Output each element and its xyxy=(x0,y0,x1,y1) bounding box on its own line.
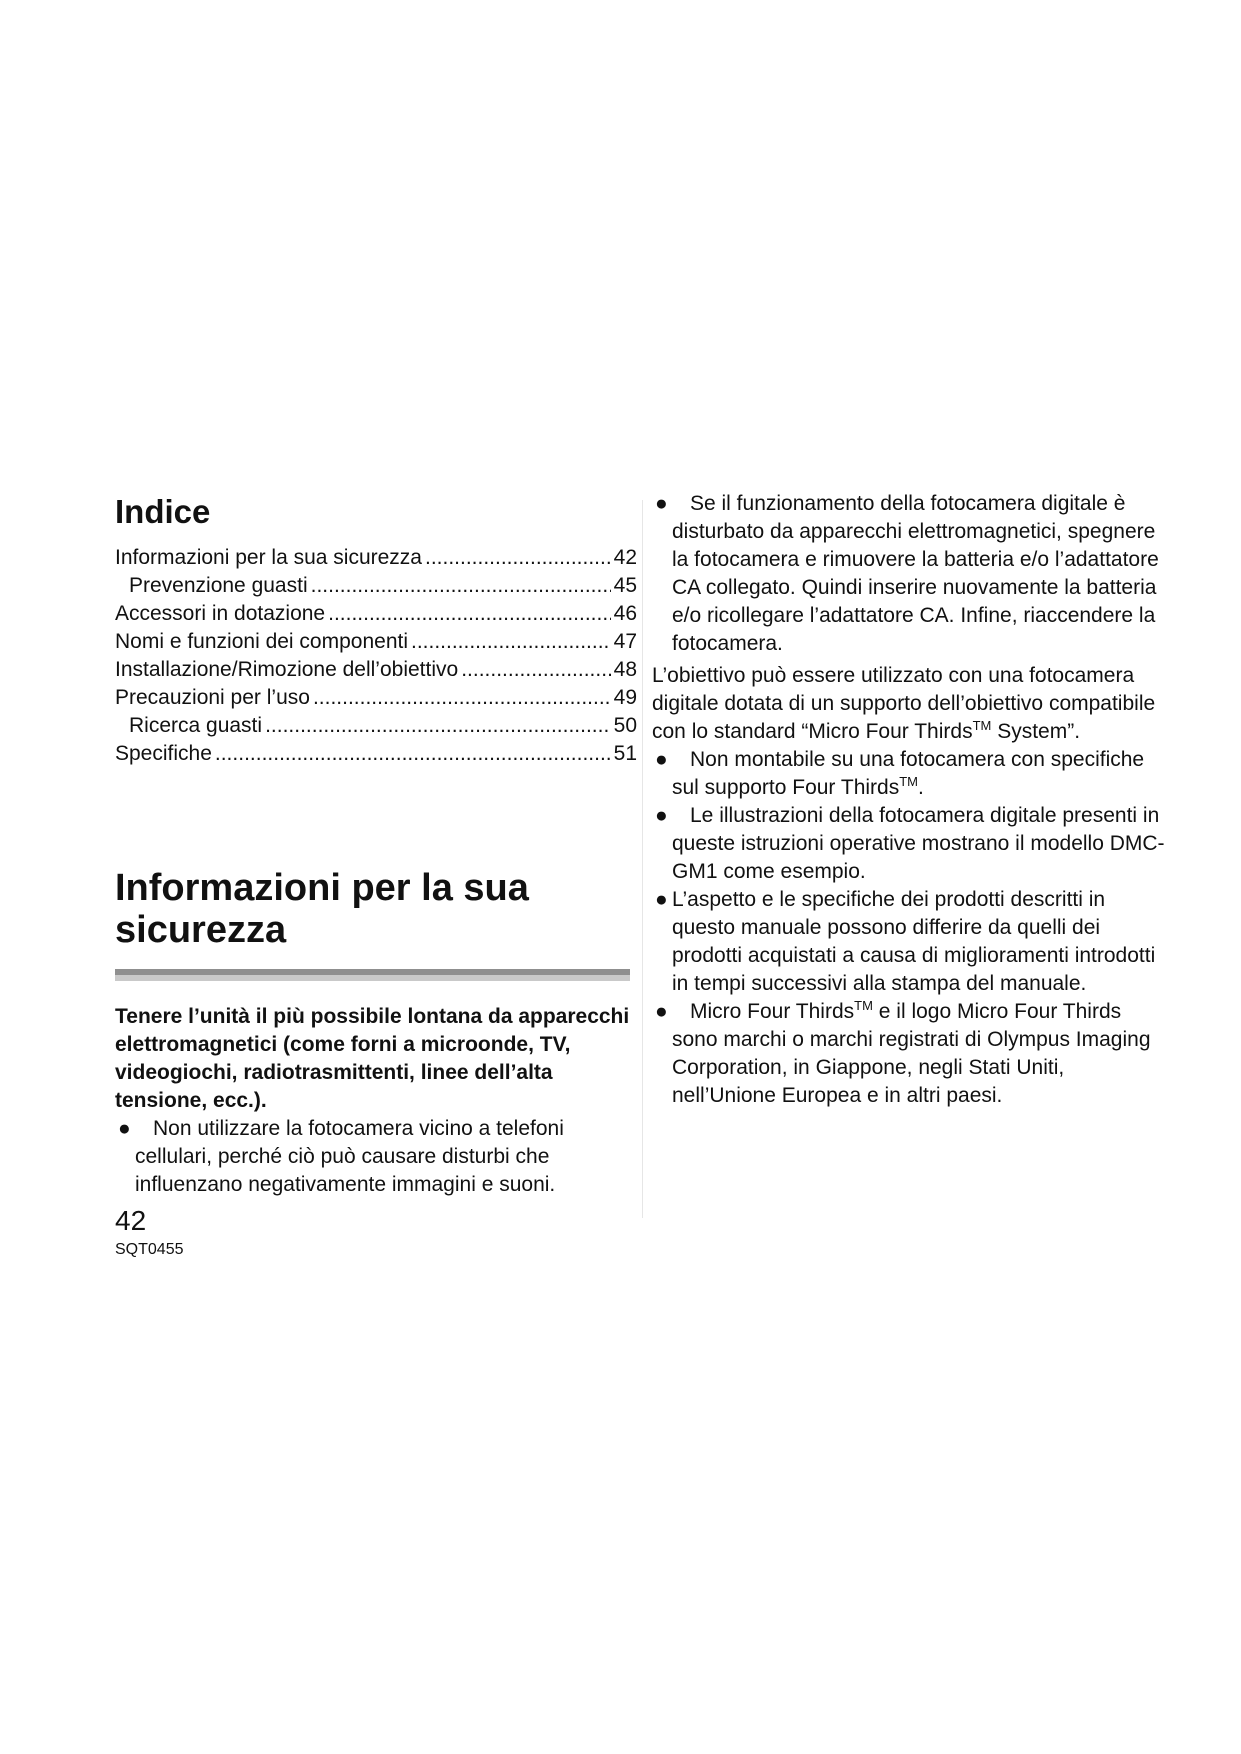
left-column xyxy=(115,492,637,1199)
bullet-icon: ● xyxy=(655,1000,668,1023)
trademark-mark: TM xyxy=(972,718,992,733)
toc-leader-dots xyxy=(265,712,611,740)
toc-leader-dots xyxy=(328,600,611,628)
bullet-text: Non utilizzare la fotocamera vicino a telefoni cellulari, perché ciò può causare disturbi che influenzano negativamente immagini e suoni. xyxy=(135,1117,564,1196)
toc-entry-label: Precauzioni per l’uso xyxy=(115,686,310,709)
toc-title: Indice xyxy=(115,493,211,530)
bullet-icon: ● xyxy=(655,748,668,771)
section-title: Informazioni per la sua sicurezza xyxy=(115,867,529,951)
toc-entry-page: 45 xyxy=(613,574,637,597)
toc-entry-label: Accessori in dotazione xyxy=(115,602,326,625)
left-bullets xyxy=(115,1115,637,1199)
toc-entry-page: 48 xyxy=(613,658,637,681)
toc-leader-dots xyxy=(311,572,611,600)
toc-leader-dots xyxy=(425,544,611,572)
toc-entry xyxy=(115,656,637,684)
right-bullets xyxy=(652,746,1172,1110)
toc-entry-page: 50 xyxy=(613,714,637,737)
toc-entry xyxy=(115,712,637,740)
toc-list xyxy=(115,544,637,768)
toc-entry xyxy=(115,740,637,768)
bullet-icon: ● xyxy=(655,492,668,515)
toc-entry xyxy=(115,572,637,600)
bullet-appearance: ● L’aspetto e le specifiche dei prodotti descritti in questo manuale possono differire da quelli dei prodotti acquistati a causa di miglioramenti introdotti in tempi successivi alla stampa del manuale. xyxy=(655,888,1156,995)
right-bullets-top xyxy=(652,490,1172,658)
toc-entry-page: 46 xyxy=(613,602,637,625)
toc-entry-label: Informazioni per la sua sicurezza xyxy=(115,546,422,569)
bullet-text: Se il funzionamento della fotocamera digitale è disturbato da apparecchi elettromagnetici, spegnere la fotocamera e rimuovere la batteria e/o l’adattatore CA collegato. Quindi inserire nuovamente la batteria e/o ricollegare l’adattatore CA. Infine, riaccendere la fotocamera. xyxy=(672,492,1159,655)
toc-leader-dots xyxy=(461,656,610,684)
page-number: 42 xyxy=(115,1205,147,1236)
trademark-mark: TM xyxy=(899,774,918,789)
bullet-illustrations: ● Le illustrazioni della fotocamera digitale presenti in queste istruzioni operative mostrano il modello DMC-GM1 come esempio. xyxy=(655,804,1165,883)
bullet-icon: ● xyxy=(118,1117,131,1140)
toc-entry-label: Specifiche xyxy=(115,742,212,765)
toc-leader-dots xyxy=(411,628,611,656)
toc-entry xyxy=(115,600,637,628)
bullet-four-thirds: ● Non montabile su una fotocamera con specifiche sul supporto Four Thirds™. xyxy=(655,748,1145,799)
right-column xyxy=(652,490,1172,1110)
bullet-interference xyxy=(652,490,1172,658)
toc-entry-page: 47 xyxy=(613,630,637,653)
toc-entry-label: Prevenzione guasti xyxy=(129,574,308,597)
toc-entry xyxy=(115,544,637,572)
trademark-mark: TM xyxy=(854,998,873,1013)
toc-entry xyxy=(115,684,637,712)
section-rule xyxy=(115,969,630,981)
lens-compat-paragraph: L’obiettivo può essere utilizzato con una fotocamera digitale dotata di un supporto dell’obiettivo compatibile con lo standard “Micro Four Thirds™ System”. xyxy=(652,664,1156,743)
toc-entry-page: 51 xyxy=(613,742,637,765)
toc-entry-page: 42 xyxy=(613,546,637,569)
warning-text: Tenere l’unità il più possibile lontana da apparecchi elettromagnetici (come forni a microonde, TV, videogiochi, radiotrasmittenti, linee dell’alta tensione, ecc.). xyxy=(115,1005,630,1112)
toc-entry-page: 49 xyxy=(613,686,637,709)
document-code: SQT0455 xyxy=(115,1241,184,1258)
bullet-icon: ● xyxy=(655,804,668,827)
toc-leader-dots xyxy=(215,740,611,768)
toc-entry-label: Nomi e funzioni dei componenti xyxy=(115,630,408,653)
toc-entry-label: Ricerca guasti xyxy=(129,714,263,737)
column-divider xyxy=(642,500,643,1218)
bullet-icon: ● xyxy=(655,888,668,911)
toc-entry xyxy=(115,628,637,656)
bullet-phones xyxy=(115,1115,637,1199)
toc-entry-label: Installazione/Rimozione dell’obiettivo xyxy=(115,658,459,681)
bullet-trademarks: ● Micro Four Thirds™ e il logo Micro Four Thirds sono marchi o marchi registrati di Olympus Imaging Corporation, in Giappone, negli Stati Uniti, nell’Unione Europea e in altri paesi. xyxy=(655,998,1151,1107)
toc-leader-dots xyxy=(313,684,611,712)
